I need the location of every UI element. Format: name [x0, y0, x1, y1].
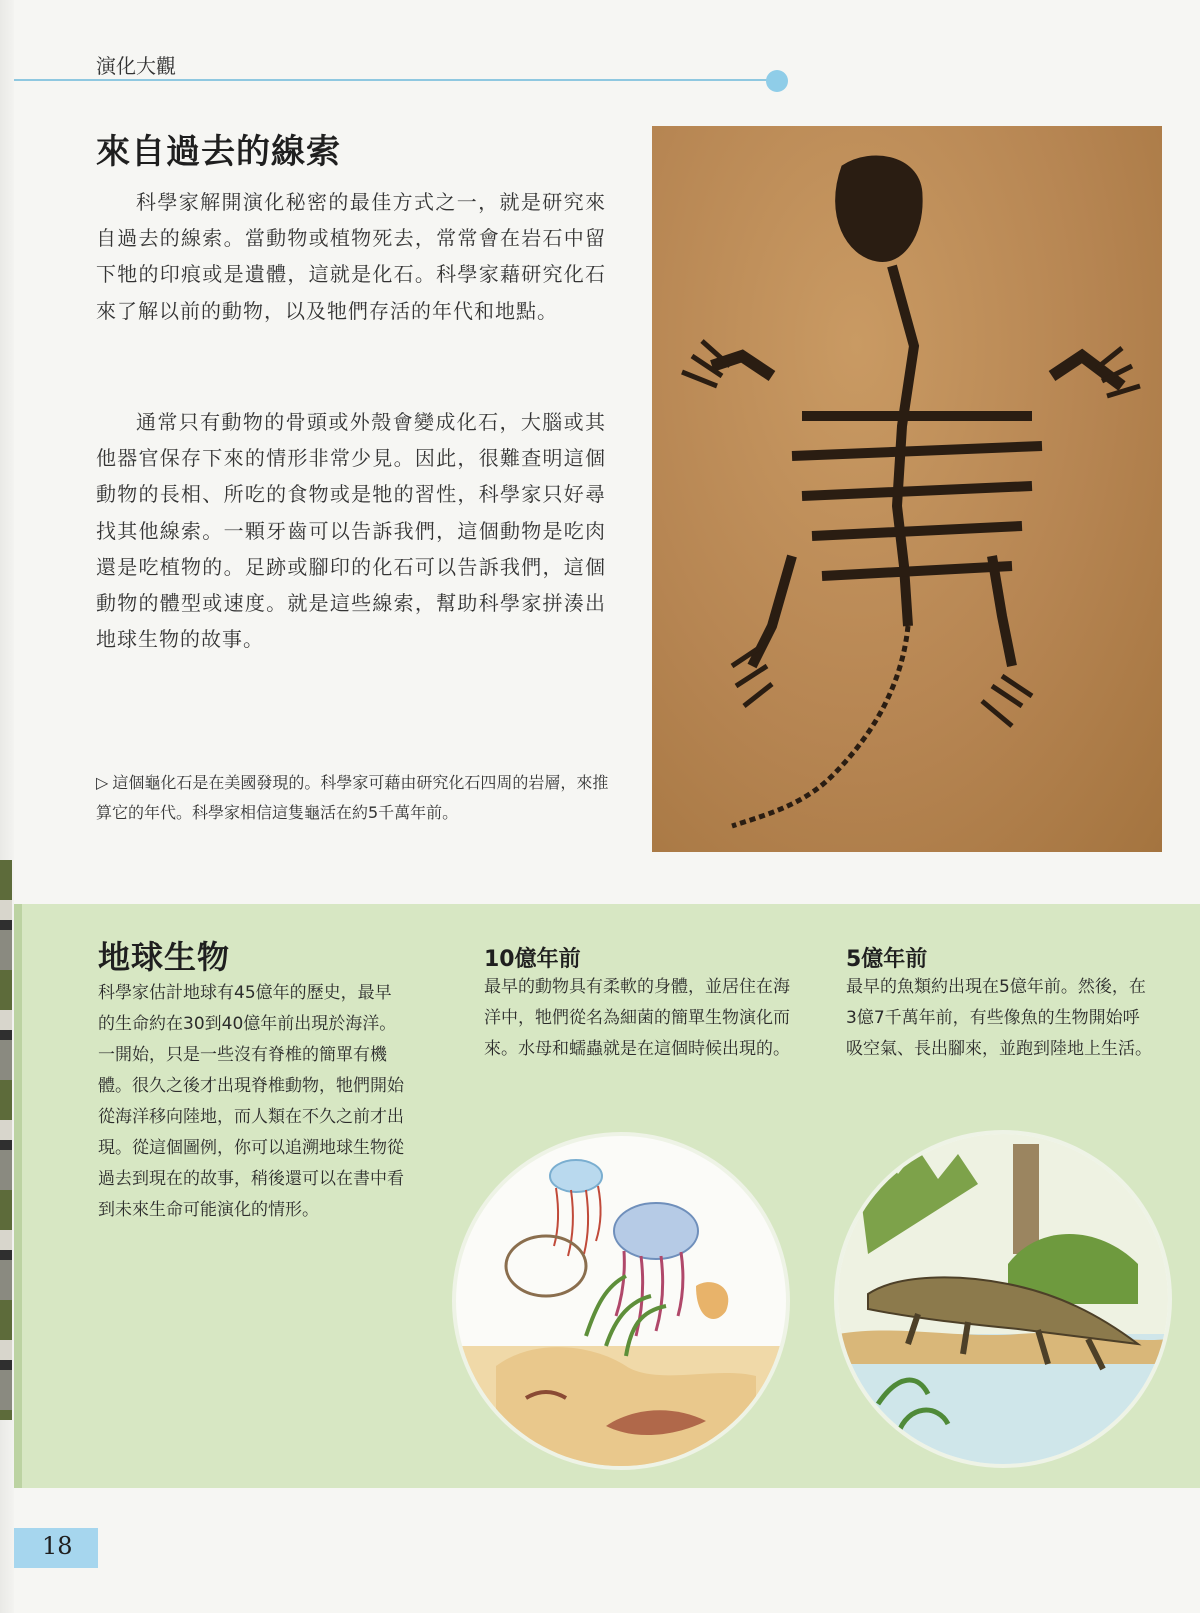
- facing-page-photo-edge: [0, 860, 12, 1420]
- caption-arrow-icon: ▷: [96, 773, 109, 792]
- intro-paragraph: [96, 184, 606, 329]
- land-animal-drawing: [838, 1134, 1168, 1464]
- second-paragraph: [96, 404, 606, 657]
- turtle-fossil-illustration: [652, 126, 1162, 852]
- jellyfish-worm-illustration: [456, 1136, 786, 1466]
- early-tetrapod-illustration: [838, 1134, 1168, 1464]
- paragraph-1: 科學家解開演化秘密的最佳方式之一，就是研究來自過去的線索。當動物或植物死去，常常會在岩石中留下牠的印痕或是遺體，這就是化石。科學家藉研究化石來了解以前的動物，以及牠們存活的年代和地點。: [96, 190, 606, 323]
- running-header: 演化大觀: [96, 54, 176, 78]
- turtle-fossil-image: [652, 126, 1162, 852]
- era-1-billion-body: 最早的動物具有柔軟的身體，並居住在海洋中，牠們從名為細菌的簡單生物演化而來。水母和蠕蟲就是在這個時候出現的。: [484, 977, 790, 1059]
- header-rule: [14, 79, 776, 81]
- page-number: 18: [42, 1532, 73, 1560]
- caption-text: 這個龜化石是在美國發現的。科學家可藉由研究化石四周的岩層，來推算它的年代。科學家相信這隻龜活在約5千萬年前。: [96, 773, 609, 822]
- era-500-million-body: 最早的魚類約出現在5億年前。然後，在3億7千萬年前，有些像魚的生物開始呼吸空氣、長出腳來，並跑到陸地上生活。: [846, 977, 1152, 1059]
- era-500-million-title: 5億年前: [846, 947, 928, 972]
- earth-life-body: 科學家估計地球有45億年的歷史，最早的生命約在30到40億年前出現於海洋。一開始，只是一些沒有脊椎的簡單有機體。很久之後才出現脊椎動物，牠們開始從海洋移向陸地，而人類在不久之前才出現。從這個圖例，你可以追溯地球生物從過去到現在的故事，稍後還可以在書中看到未來生命可能演化的情形。: [98, 983, 404, 1220]
- fossil-caption: [96, 768, 616, 828]
- ocean-life-drawing: [456, 1136, 786, 1466]
- main-heading: 來自過去的線索: [96, 132, 341, 172]
- earth-life-title: 地球生物: [98, 938, 231, 976]
- paragraph-2: 通常只有動物的骨頭或外殼會變成化石，大腦或其他器官保存下來的情形非常少見。因此，很難查明這個動物的長相、所吃的食物或是牠的習性，科學家只好尋找其他線索。一顆牙齒可以告訴我們，這個動物是吃肉還是吃植物的。足跡或腳印的化石可以告訴我們，這個動物的體型或速度。就是這些線索，幫助科學家拼湊出地球生物的故事。: [96, 410, 606, 652]
- era-1-billion-title: 10億年前: [484, 947, 581, 972]
- panel-edge: [14, 904, 22, 1488]
- header-dot: [766, 70, 788, 92]
